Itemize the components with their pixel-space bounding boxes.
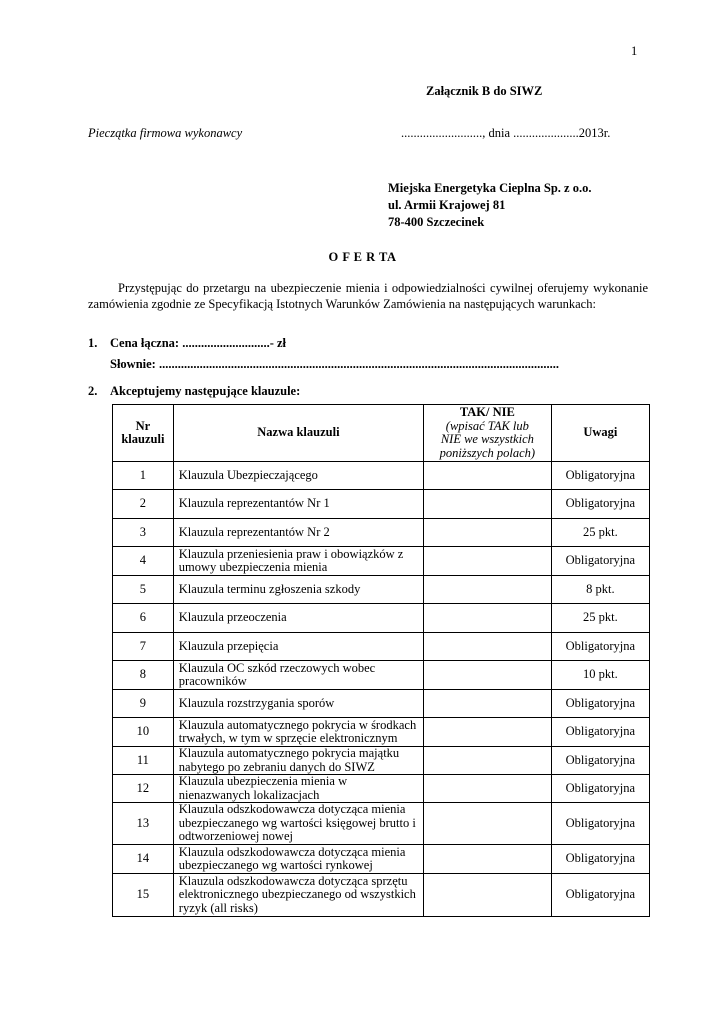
- clause-name: Klauzula odszkodowawcza dotycząca mienia ubezpieczanego wg wartości księgowej brutto i odtworzeniowej nowej: [173, 803, 423, 845]
- clause-name: Klauzula reprezentantów Nr 1: [173, 490, 423, 519]
- clause-name: Klauzula terminu zgłoszenia szkody: [173, 576, 423, 604]
- tak-nie-field[interactable]: [424, 490, 552, 519]
- header-name: Nazwa klauzuli: [173, 405, 423, 462]
- clause-name: Klauzula przeoczenia: [173, 604, 423, 633]
- table-row: [113, 490, 650, 519]
- header-tak-line2: (wpisać TAK lub: [445, 418, 529, 433]
- table-row: [113, 519, 650, 547]
- clause-number: 14: [113, 845, 174, 874]
- clause-remarks: Obligatoryjna: [551, 874, 649, 917]
- total-price-value: ............................- zł: [179, 336, 287, 350]
- tak-nie-field[interactable]: [424, 633, 552, 661]
- header-nr-line1: Nr: [135, 418, 151, 433]
- offer-title: O F E R TA: [328, 250, 397, 264]
- table-row: [113, 604, 650, 633]
- total-price-label: Cena łączna:: [110, 336, 180, 350]
- company-stamp-label: Pieczątka firmowa wykonawcy: [88, 126, 243, 140]
- tak-nie-field[interactable]: [424, 576, 552, 604]
- place-date-line: .........................., dnia .....................2013r.: [401, 126, 611, 140]
- clause-remarks: Obligatoryjna: [551, 633, 649, 661]
- clause-number: 8: [113, 661, 174, 690]
- clause-remarks: Obligatoryjna: [551, 845, 649, 874]
- clause-remarks: Obligatoryjna: [551, 718, 649, 747]
- clauses-heading-text: Akceptujemy następujące klauzule:: [110, 384, 301, 398]
- clause-remarks: Obligatoryjna: [551, 462, 649, 490]
- tak-nie-field[interactable]: [424, 775, 552, 803]
- clause-number: 13: [113, 803, 174, 845]
- clause-name: Klauzula odszkodowawcza dotycząca mienia ubezpieczanego wg wartości rynkowej: [173, 845, 423, 874]
- clause-remarks: Obligatoryjna: [551, 775, 649, 803]
- clause-remarks: Obligatoryjna: [551, 747, 649, 775]
- addressee-name: Miejska Energetyka Cieplna Sp. z o.o.: [388, 181, 592, 195]
- table-row: [113, 462, 650, 490]
- table-row: [113, 661, 650, 690]
- clause-number: 1: [113, 462, 174, 490]
- table-row: [113, 874, 650, 917]
- tak-nie-field[interactable]: [424, 661, 552, 690]
- section-1-number: 1.: [88, 336, 98, 350]
- clause-remarks: Obligatoryjna: [551, 803, 649, 845]
- clause-name: Klauzula rozstrzygania sporów: [173, 690, 423, 718]
- clause-number: 6: [113, 604, 174, 633]
- addressee-street: ul. Armii Krajowej 81: [388, 198, 506, 212]
- tak-nie-field[interactable]: [424, 874, 552, 917]
- clause-remarks: Obligatoryjna: [551, 690, 649, 718]
- clause-remarks: 25 pkt.: [551, 604, 649, 633]
- table-header-row: [113, 405, 650, 462]
- table-row: [113, 547, 650, 576]
- table-row: [113, 803, 650, 845]
- price-in-words-value: ................................................................................................................................: [155, 357, 559, 371]
- header-tak-nie: [424, 405, 552, 462]
- section-2-number: 2.: [88, 384, 98, 398]
- header-nr-line2: klauzuli: [121, 432, 165, 446]
- tak-nie-field[interactable]: [424, 519, 552, 547]
- tak-nie-field[interactable]: [424, 604, 552, 633]
- addressee-block: [388, 180, 591, 231]
- addressee-city: 78-400 Szczecinek: [388, 215, 485, 229]
- intro-paragraph: [88, 280, 648, 312]
- annex-title: Załącznik B do SIWZ: [426, 84, 543, 98]
- clause-remarks: Obligatoryjna: [551, 490, 649, 519]
- clause-number: 12: [113, 775, 174, 803]
- clause-name: Klauzula reprezentantów Nr 2: [173, 519, 423, 547]
- clause-remarks: Obligatoryjna: [551, 547, 649, 576]
- header-uwagi: Uwagi: [551, 405, 649, 462]
- clause-name: Klauzula odszkodowawcza dotycząca sprzętu elektronicznego ubezpieczanego od wszystkich ryzyk (all risks): [173, 874, 423, 917]
- header-tak-line4: poniższych polach): [439, 445, 536, 460]
- clauses-heading: [88, 384, 300, 399]
- table-row: [113, 775, 650, 803]
- tak-nie-field[interactable]: [424, 747, 552, 775]
- total-price-line: [88, 336, 286, 351]
- tak-nie-field[interactable]: [424, 718, 552, 747]
- clause-name: Klauzula Ubezpieczającego: [173, 462, 423, 490]
- clause-name: Klauzula przeniesienia praw i obowiązków z umowy ubezpieczenia mienia: [173, 547, 423, 576]
- clause-number: 5: [113, 576, 174, 604]
- clause-number: 15: [113, 874, 174, 917]
- table-row: [113, 576, 650, 604]
- clauses-table-body: [113, 462, 650, 917]
- tak-nie-field[interactable]: [424, 803, 552, 845]
- table-row: [113, 633, 650, 661]
- clause-number: 10: [113, 718, 174, 747]
- header-tak-line3: NIE we wszystkich: [440, 432, 534, 446]
- header-nr: [113, 405, 174, 462]
- clause-remarks: 8 pkt.: [551, 576, 649, 604]
- table-row: [113, 690, 650, 718]
- clause-number: 3: [113, 519, 174, 547]
- clause-number: 9: [113, 690, 174, 718]
- clause-number: 2: [113, 490, 174, 519]
- tak-nie-field[interactable]: [424, 462, 552, 490]
- clause-name: Klauzula przepięcia: [173, 633, 423, 661]
- clause-remarks: 25 pkt.: [551, 519, 649, 547]
- price-in-words-line: [110, 357, 559, 372]
- tak-nie-field[interactable]: [424, 845, 552, 874]
- clause-number: 7: [113, 633, 174, 661]
- clause-name: Klauzula automatycznego pokrycia w środkach trwałych, w tym w sprzęcie elektronicznym: [173, 718, 423, 747]
- table-row: [113, 747, 650, 775]
- clause-name: Klauzula automatycznego pokrycia majątku nabytego po zebraniu danych do SIWZ: [173, 747, 423, 775]
- page-number: 1: [631, 44, 638, 58]
- tak-nie-field[interactable]: [424, 690, 552, 718]
- intro-text: Przystępując do przetargu na ubezpieczenie mienia i odpowiedzialności cywilnej oferujemy wykonanie zamówienia zgodnie ze Specyfikacją Istotnych Warunków Zamówienia na następujących warunkach:: [88, 281, 648, 311]
- table-row: [113, 718, 650, 747]
- clause-remarks: 10 pkt.: [551, 661, 649, 690]
- header-tak-line1: TAK/ NIE: [459, 405, 515, 419]
- clauses-table: [112, 404, 650, 917]
- tak-nie-field[interactable]: [424, 547, 552, 576]
- table-row: [113, 845, 650, 874]
- clause-number: 11: [113, 747, 174, 775]
- clause-name: Klauzula ubezpieczenia mienia w nienazwanych lokalizacjach: [173, 775, 423, 803]
- clause-number: 4: [113, 547, 174, 576]
- clause-name: Klauzula OC szkód rzeczowych wobec pracowników: [173, 661, 423, 690]
- price-in-words-label: Słownie:: [110, 357, 156, 371]
